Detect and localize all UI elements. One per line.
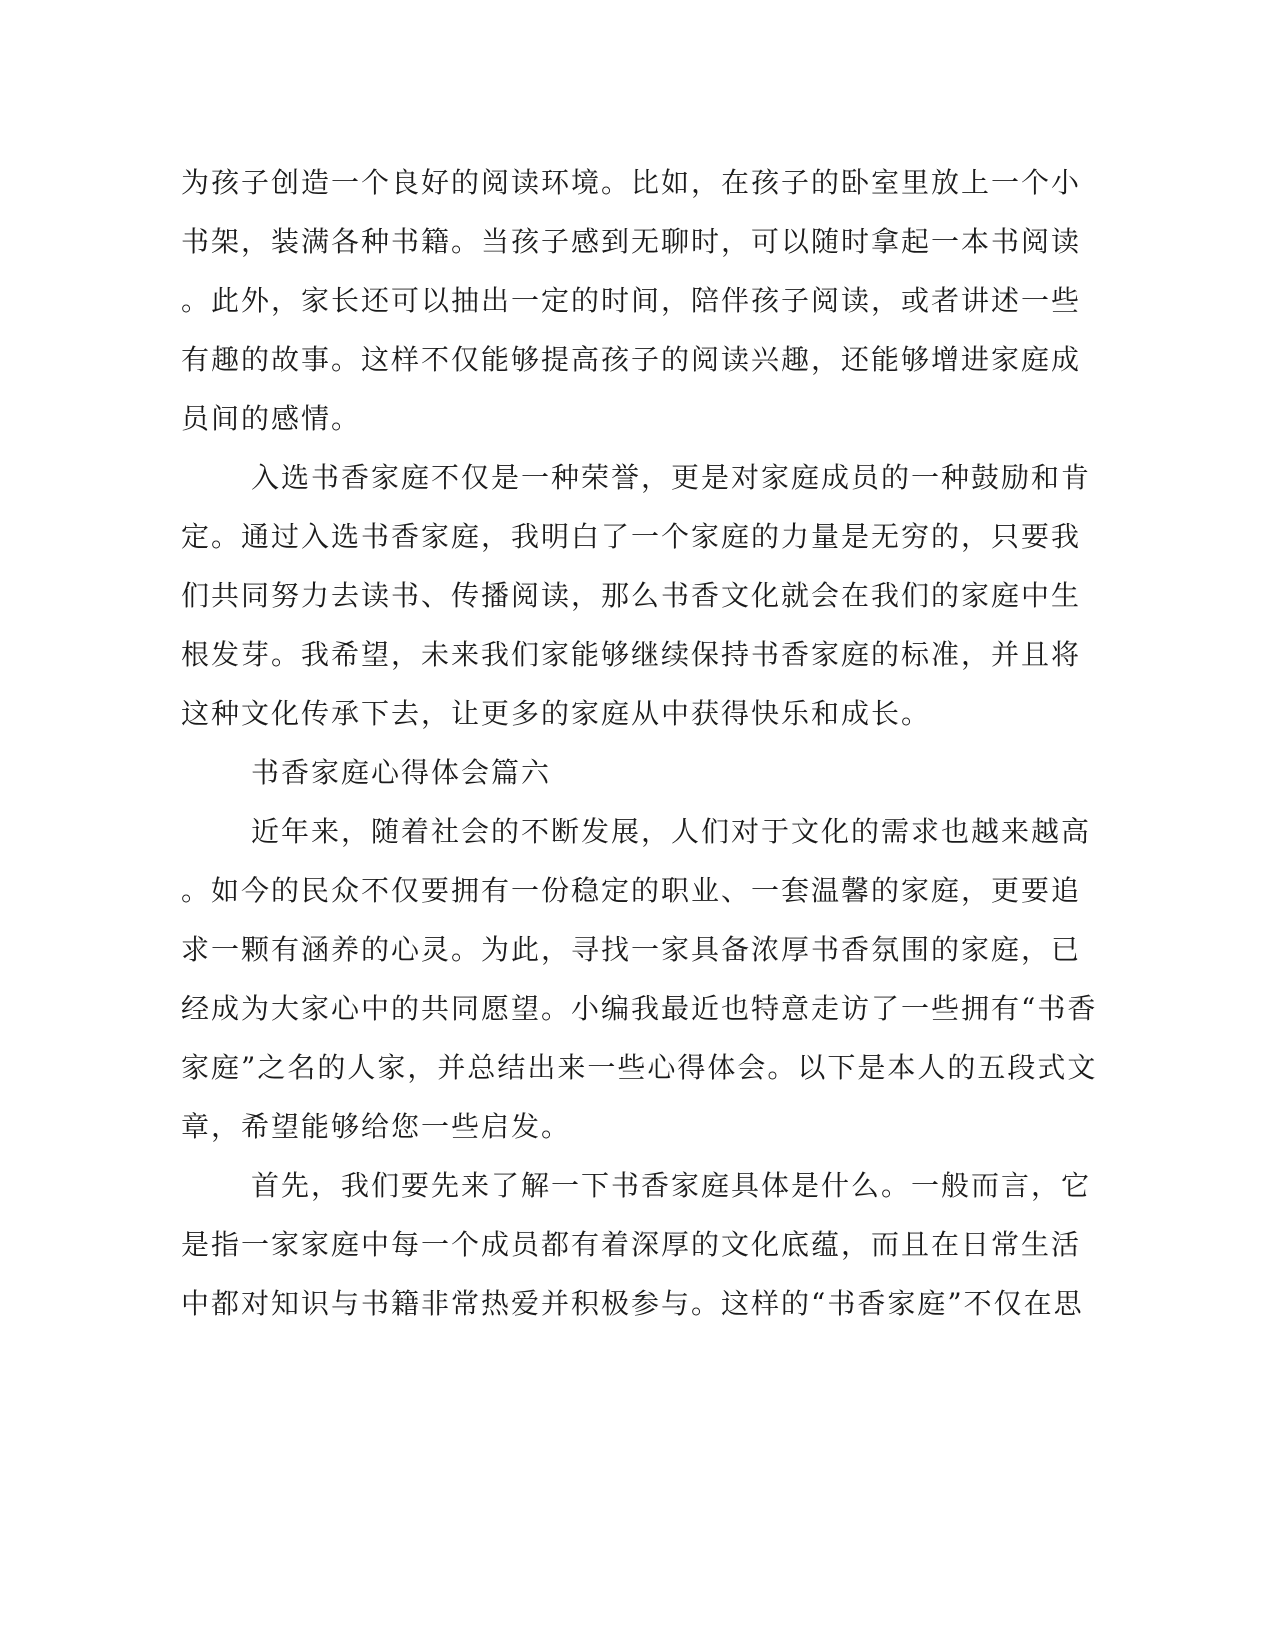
text-line: 为孩子创造一个良好的阅读环境。比如，在孩子的卧室里放上一个小	[181, 166, 1082, 199]
text-line: 经成为大家心中的共同愿望。小编我最近也特意走访了一些拥有“书香	[181, 992, 1098, 1025]
text-line: 书架，装满各种书籍。当孩子感到无聊时，可以随时拿起一本书阅读	[181, 225, 1082, 258]
text-line: 求一颗有涵养的心灵。为此，寻找一家具备浓厚书香氛围的家庭，已	[181, 933, 1082, 966]
text-line: 。此外，家长还可以抽出一定的时间，陪伴孩子阅读，或者讲述一些	[181, 284, 1082, 317]
text-line: 们共同努力去读书、传播阅读，那么书香文化就会在我们的家庭中生	[181, 579, 1082, 612]
text-line: 有趣的故事。这样不仅能够提高孩子的阅读兴趣，还能够增进家庭成	[181, 343, 1082, 376]
text-line: 家庭”之名的人家，并总结出来一些心得体会。以下是本人的五段式文	[181, 1051, 1098, 1084]
section-heading: 书香家庭心得体会篇六	[251, 756, 552, 789]
text-line: 定。通过入选书香家庭，我明白了一个家庭的力量是无穷的，只要我	[181, 520, 1082, 553]
text-line: 中都对知识与书籍非常热爱并积极参与。这样的“书香家庭”不仅在思	[181, 1287, 1084, 1320]
paragraph-start-line: 首先，我们要先来了解一下书香家庭具体是什么。一般而言，它	[251, 1169, 1092, 1202]
paragraph-start-line: 近年来，随着社会的不断发展，人们对于文化的需求也越来越高	[251, 815, 1092, 848]
text-line: 根发芽。我希望，未来我们家能够继续保持书香家庭的标准，并且将	[181, 638, 1082, 671]
body-text	[181, 153, 1098, 1333]
text-line: 。如今的民众不仅要拥有一份稳定的职业、一套温馨的家庭，更要追	[181, 874, 1082, 907]
text-line: 这种文化传承下去，让更多的家庭从中获得快乐和成长。	[181, 697, 932, 730]
text-line: 员间的感情。	[181, 402, 362, 435]
paragraph-start-line: 入选书香家庭不仅是一种荣誉，更是对家庭成员的一种鼓励和肯	[251, 461, 1092, 494]
text-line: 章，希望能够给您一些启发。	[181, 1110, 572, 1143]
text-line: 是指一家家庭中每一个成员都有着深厚的文化底蕴，而且在日常生活	[181, 1228, 1082, 1261]
